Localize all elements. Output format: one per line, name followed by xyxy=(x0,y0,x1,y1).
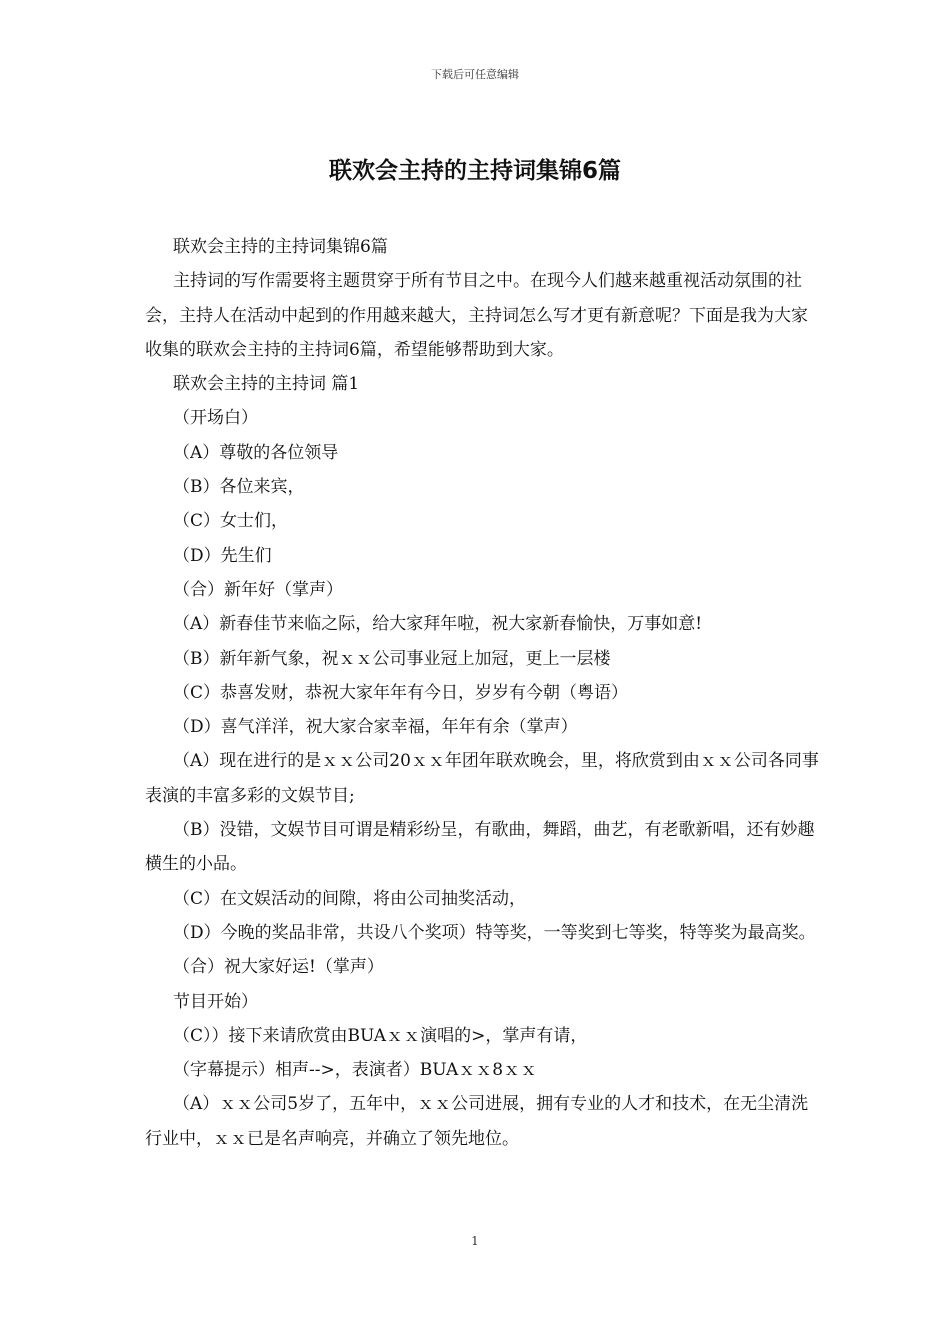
paragraph: （C）女士们， xyxy=(173,511,289,532)
paragraph: （A）ｘｘ公司5岁了，五年中，ｘｘ公司进展，拥有专业的人才和技术，在无尘清洗行业中，ｘｘ已是名声响亮，并确立了领先地位。 xyxy=(145,1094,809,1149)
paragraph: （C））接下来请欣赏由BUAｘｘ演唱的>，掌声有请， xyxy=(173,1025,588,1046)
paragraph: （D）喜气洋洋，祝大家合家幸福，年年有余（掌声） xyxy=(173,717,578,738)
paragraph: （合）祝大家好运!（掌声） xyxy=(173,957,384,978)
paragraph: 联欢会主持的主持词集锦6篇 xyxy=(173,237,388,257)
paragraph: （D）今晚的奖品非常，共设八个奖项）特等奖，一等奖到七等奖，特等奖为最高奖。 xyxy=(173,922,816,943)
paragraph: （A）尊敬的各位领导 xyxy=(173,442,339,463)
paragraph: （字幕提示）相声-->，表演者）BUAｘｘ8ｘｘ xyxy=(173,1060,538,1081)
paragraph: （B）各位来宾， xyxy=(173,477,305,498)
paragraph: （A）现在进行的是ｘｘ公司20ｘｘ年团年联欢晚会，里，将欣赏到由ｘｘ公司各同事表演的丰富多彩的文娱节目; xyxy=(145,751,819,806)
document-title: 联欢会主持的主持词集锦6篇 xyxy=(328,158,621,184)
paragraph: （合）新年好（掌声） xyxy=(173,579,343,600)
paragraph: （A）新春佳节来临之际，给大家拜年啦，祝大家新春愉快，万事如意! xyxy=(173,614,703,635)
paragraph: 联欢会主持的主持词 篇1 xyxy=(173,374,360,395)
paragraph: （开场白） xyxy=(173,408,258,429)
paragraph: （B）新年新气象，祝ｘｘ公司事业冠上加冠，更上一层楼 xyxy=(173,648,611,669)
paragraph: （C）在文娱活动的间隙，将由公司抽奖活动， xyxy=(173,888,527,909)
document-body xyxy=(145,230,820,1156)
paragraph: 节目开始） xyxy=(173,991,258,1012)
paragraph: （D）先生们 xyxy=(173,545,272,566)
paragraph: （B）没错，文娱节目可谓是精彩纷呈，有歌曲，舞蹈，曲艺，有老歌新唱，还有妙趣横生的小品。 xyxy=(145,820,815,875)
page-number: 1 xyxy=(471,1234,479,1248)
page-header: 下载后可任意编辑 xyxy=(431,68,519,81)
paragraph: （C）恭喜发财，恭祝大家年年有今日，岁岁有今朝（粤语） xyxy=(173,682,629,703)
paragraph: 主持词的写作需要将主题贯穿于所有节目之中。在现今人们越来越重视活动氛围的社会，主持人在活动中起到的作用越来越大，主持词怎么写才更有新意呢？下面是我为大家收集的联欢会主持的主持词6篇，希望能够帮助到大家。 xyxy=(145,271,808,360)
